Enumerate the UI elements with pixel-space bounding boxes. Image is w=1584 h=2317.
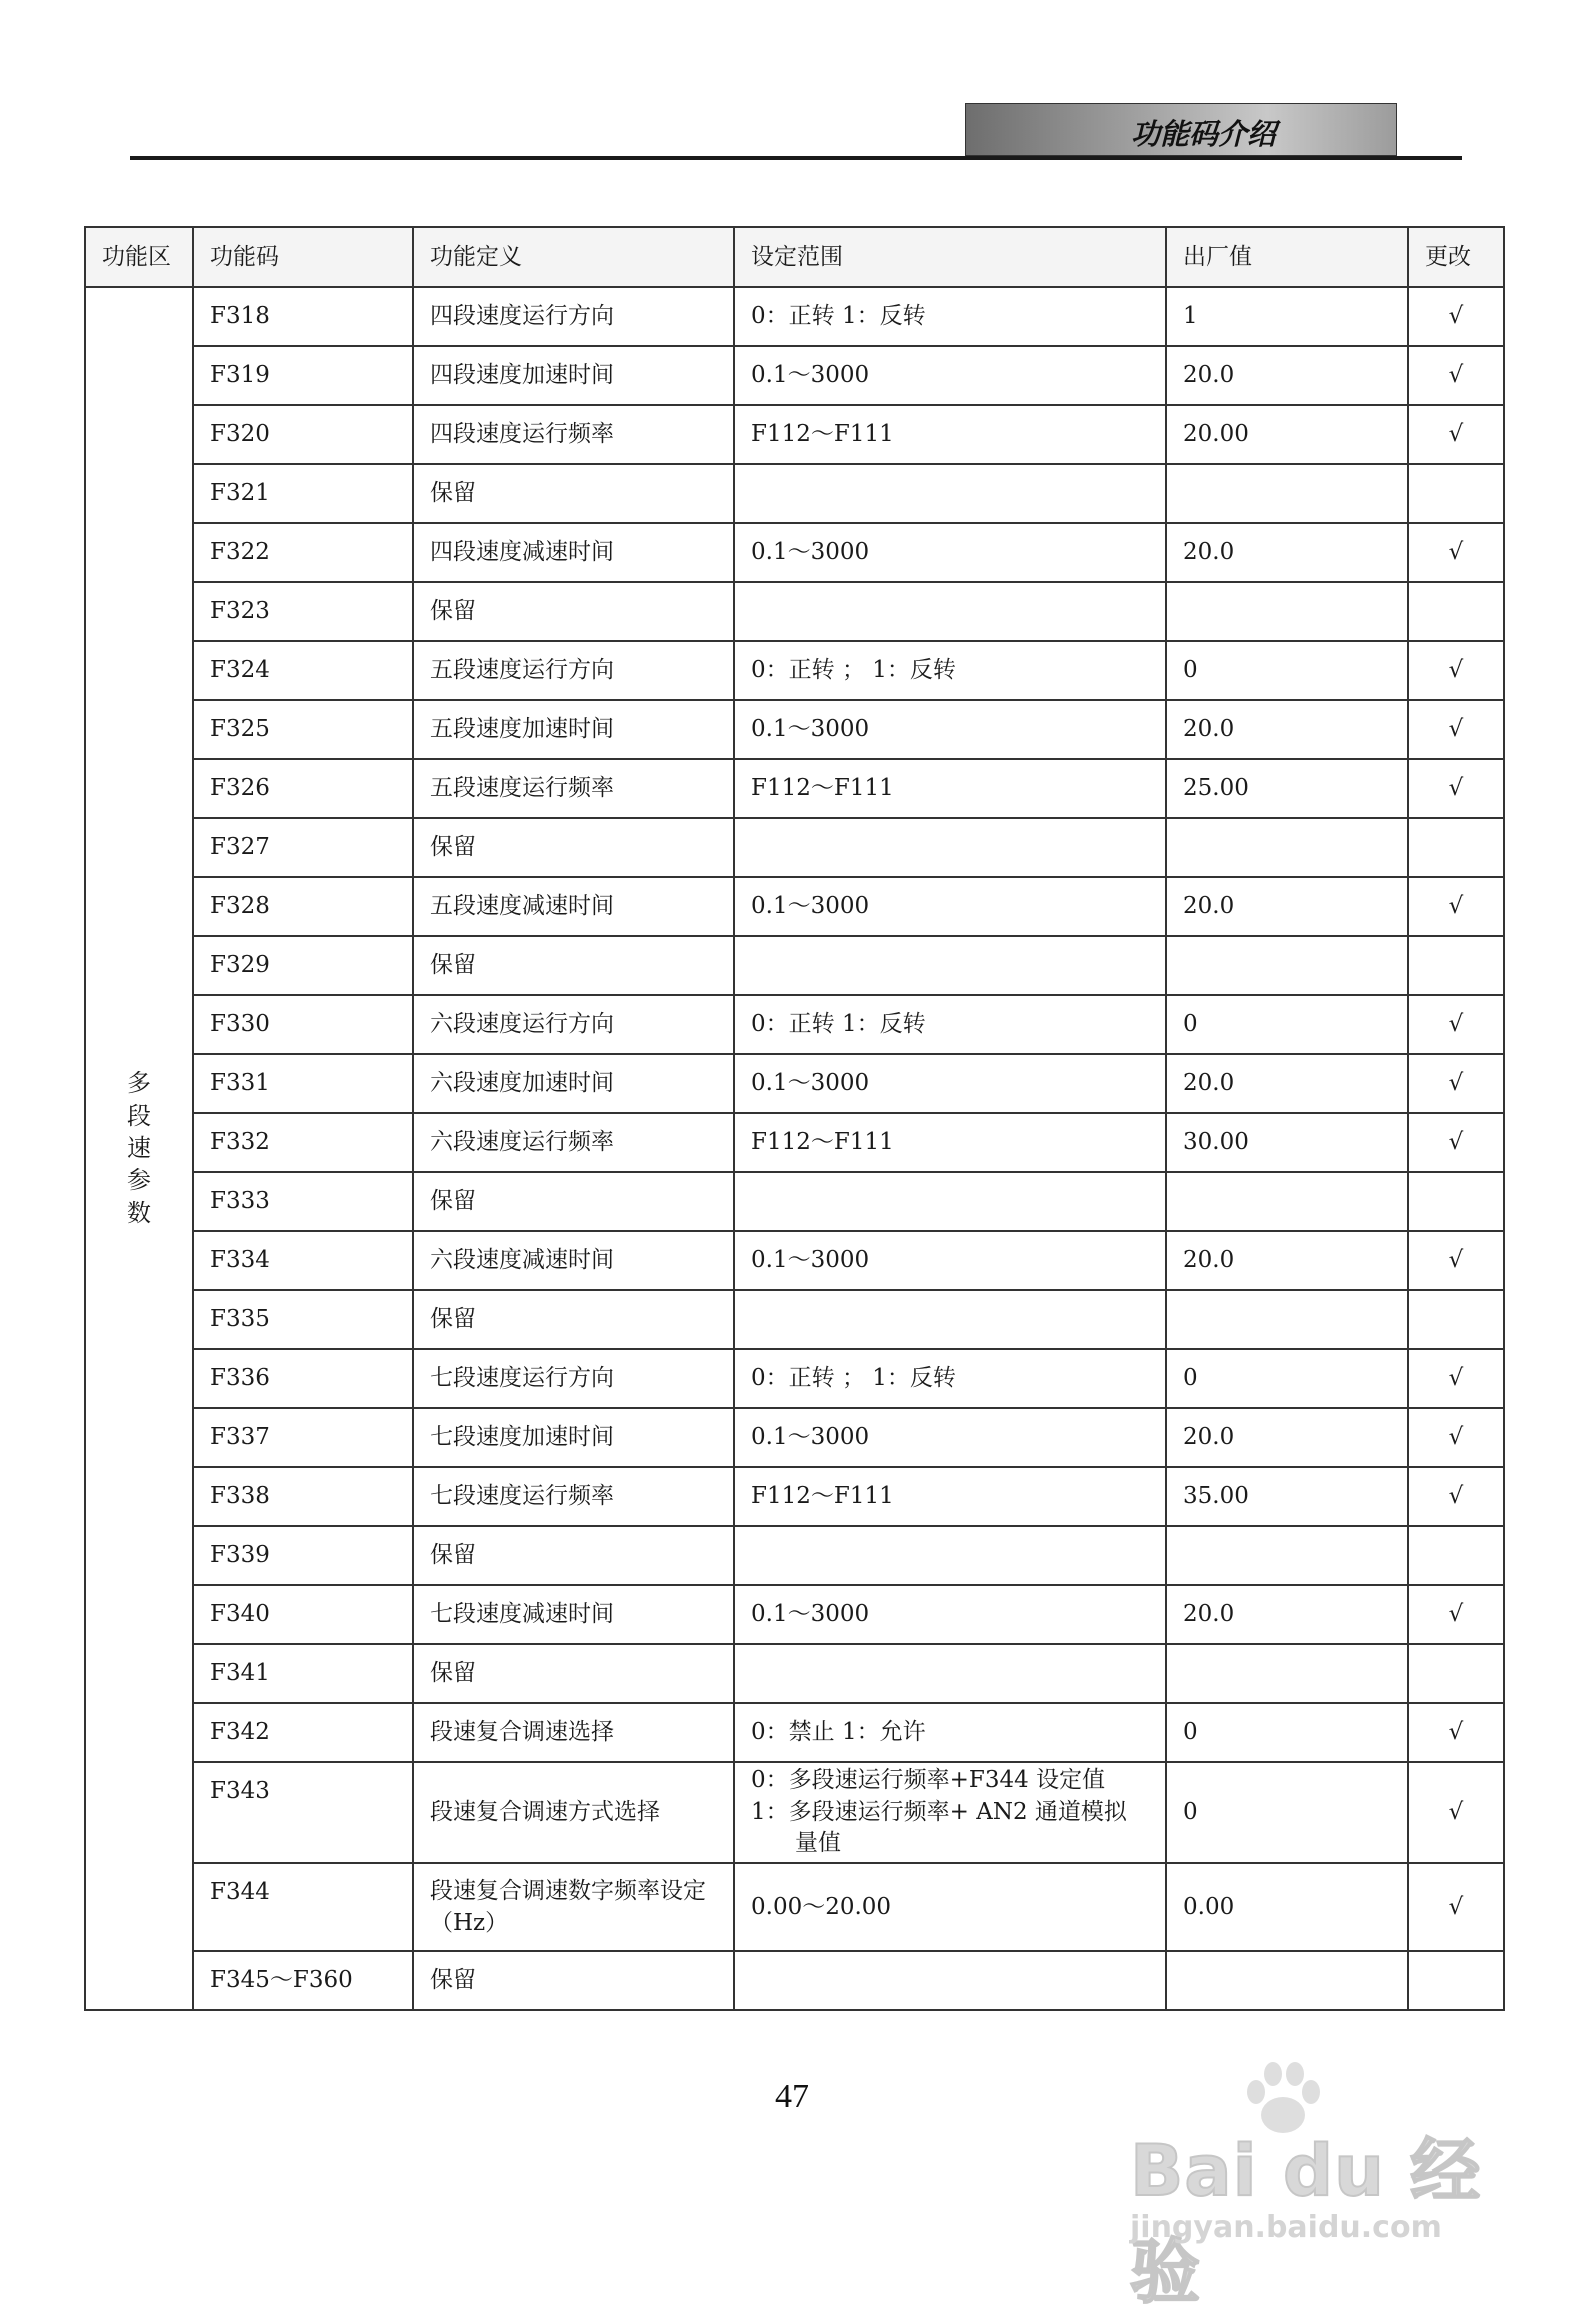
setting-range: 0.1～3000 (734, 1408, 1166, 1467)
table-row (85, 1231, 1504, 1290)
change-allowed: √ (1408, 700, 1504, 759)
factory-default (1166, 818, 1408, 877)
change-allowed: √ (1408, 641, 1504, 700)
table-row (85, 287, 1504, 346)
setting-range (734, 1172, 1166, 1231)
change-allowed: √ (1408, 995, 1504, 1054)
function-code: F340 (193, 1585, 413, 1644)
function-definition: 保留 (413, 818, 734, 877)
table-header-row (85, 227, 1504, 287)
setting-range (734, 1951, 1166, 2010)
factory-default (1166, 936, 1408, 995)
change-allowed: √ (1408, 1349, 1504, 1408)
function-code: F339 (193, 1526, 413, 1585)
setting-range: 0.1～3000 (734, 700, 1166, 759)
change-allowed: √ (1408, 1467, 1504, 1526)
change-allowed: √ (1408, 1054, 1504, 1113)
function-definition: 五段速度运行频率 (413, 759, 734, 818)
column-header-change: 更改 (1408, 227, 1504, 287)
setting-range: 0.1～3000 (734, 1054, 1166, 1113)
change-allowed: √ (1408, 1113, 1504, 1172)
function-code: F327 (193, 818, 413, 877)
factory-default: 0 (1166, 1349, 1408, 1408)
change-allowed: √ (1408, 1231, 1504, 1290)
change-allowed (1408, 1526, 1504, 1585)
factory-default: 30.00 (1166, 1113, 1408, 1172)
function-code: F342 (193, 1703, 413, 1762)
factory-default: 20.0 (1166, 523, 1408, 582)
function-definition: 四段速度运行频率 (413, 405, 734, 464)
change-allowed: √ (1408, 1863, 1504, 1951)
function-code: F338 (193, 1467, 413, 1526)
change-allowed: √ (1408, 523, 1504, 582)
watermark-logo: Bai du 经验 (1130, 2130, 1482, 2313)
table-row (85, 877, 1504, 936)
setting-range (734, 818, 1166, 877)
table-row (85, 464, 1504, 523)
factory-default: 20.0 (1166, 1231, 1408, 1290)
function-definition: 四段速度加速时间 (413, 346, 734, 405)
header-rule (130, 156, 1462, 160)
function-definition: 七段速度运行频率 (413, 1467, 734, 1526)
factory-default (1166, 1172, 1408, 1231)
header-tab (965, 103, 1397, 156)
setting-range: 0：正转 ； 1：反转 (734, 1349, 1166, 1408)
function-code: F341 (193, 1644, 413, 1703)
change-allowed (1408, 464, 1504, 523)
column-header-area: 功能区 (85, 227, 193, 287)
setting-range: 0：正转 1：反转 (734, 287, 1166, 346)
factory-default: 0 (1166, 995, 1408, 1054)
function-definition: 段速复合调速数字频率设定（Hz） (413, 1863, 734, 1951)
function-code: F321 (193, 464, 413, 523)
factory-default: 20.0 (1166, 1054, 1408, 1113)
factory-default: 0.00 (1166, 1863, 1408, 1951)
table-row (85, 1951, 1504, 2010)
change-allowed (1408, 818, 1504, 877)
column-header-default: 出厂值 (1166, 227, 1408, 287)
factory-default: 20.00 (1166, 405, 1408, 464)
setting-range: 0.1～3000 (734, 523, 1166, 582)
setting-range (734, 464, 1166, 523)
setting-range (734, 1290, 1166, 1349)
parameter-table (84, 226, 1505, 2011)
function-code: F344 (193, 1863, 413, 1951)
function-definition: 七段速度运行方向 (413, 1349, 734, 1408)
setting-range-line: 0：多段速运行频率+F344 设定值 (751, 1766, 1106, 1793)
table-row (85, 759, 1504, 818)
table-row (85, 1290, 1504, 1349)
factory-default (1166, 1951, 1408, 2010)
factory-default (1166, 1526, 1408, 1585)
change-allowed: √ (1408, 405, 1504, 464)
watermark-url: jingyan.baidu.com (1130, 2210, 1442, 2245)
change-allowed (1408, 1290, 1504, 1349)
header-title: 功能码介绍 (1130, 117, 1276, 151)
function-code: F333 (193, 1172, 413, 1231)
change-allowed (1408, 1172, 1504, 1231)
setting-range: 0：禁止 1：允许 (734, 1703, 1166, 1762)
factory-default: 20.0 (1166, 877, 1408, 936)
column-header-range: 设定范围 (734, 227, 1166, 287)
function-code: F335 (193, 1290, 413, 1349)
function-definition: 段速复合调速方式选择 (413, 1762, 734, 1863)
change-allowed: √ (1408, 1408, 1504, 1467)
change-allowed (1408, 582, 1504, 641)
setting-range (734, 582, 1166, 641)
function-definition: 保留 (413, 936, 734, 995)
setting-range: 0.00～20.00 (734, 1863, 1166, 1951)
function-definition: 段速复合调速选择 (413, 1703, 734, 1762)
factory-default (1166, 464, 1408, 523)
table-row (85, 1408, 1504, 1467)
setting-range-line: 1：多段速运行频率+ AN2 通道模拟 (751, 1798, 1127, 1825)
function-definition: 七段速度加速时间 (413, 1408, 734, 1467)
function-code: F329 (193, 936, 413, 995)
change-allowed: √ (1408, 287, 1504, 346)
function-definition: 保留 (413, 582, 734, 641)
table-row (85, 1054, 1504, 1113)
table-row (85, 523, 1504, 582)
function-definition: 五段速度运行方向 (413, 641, 734, 700)
setting-range (734, 1526, 1166, 1585)
factory-default (1166, 582, 1408, 641)
function-code: F318 (193, 287, 413, 346)
function-definition: 六段速度运行频率 (413, 1113, 734, 1172)
function-definition: 五段速度减速时间 (413, 877, 734, 936)
function-definition: 五段速度加速时间 (413, 700, 734, 759)
factory-default: 1 (1166, 287, 1408, 346)
change-allowed: √ (1408, 759, 1504, 818)
table-row (85, 818, 1504, 877)
setting-range: F112～F111 (734, 1113, 1166, 1172)
change-allowed: √ (1408, 877, 1504, 936)
setting-range: F112～F111 (734, 405, 1166, 464)
factory-default: 35.00 (1166, 1467, 1408, 1526)
change-allowed: √ (1408, 346, 1504, 405)
function-code: F330 (193, 995, 413, 1054)
setting-range: 0：正转 ； 1：反转 (734, 641, 1166, 700)
factory-default: 0 (1166, 1762, 1408, 1863)
change-allowed: √ (1408, 1762, 1504, 1863)
function-code: F324 (193, 641, 413, 700)
function-code: F319 (193, 346, 413, 405)
function-code: F328 (193, 877, 413, 936)
function-code: F336 (193, 1349, 413, 1408)
table-row (85, 582, 1504, 641)
function-definition: 七段速度减速时间 (413, 1585, 734, 1644)
setting-range: F112～F111 (734, 759, 1166, 818)
factory-default: 0 (1166, 1703, 1408, 1762)
page-number: 47 (775, 2078, 809, 2115)
function-area-label: 多段速参数 (127, 1069, 151, 1227)
table-row (85, 700, 1504, 759)
setting-range (734, 936, 1166, 995)
table-row (85, 1526, 1504, 1585)
factory-default: 20.0 (1166, 1408, 1408, 1467)
table-row (85, 1703, 1504, 1762)
change-allowed: √ (1408, 1585, 1504, 1644)
function-definition: 六段速度运行方向 (413, 995, 734, 1054)
change-allowed (1408, 1951, 1504, 2010)
table-row (85, 405, 1504, 464)
function-code: F334 (193, 1231, 413, 1290)
factory-default: 20.0 (1166, 1585, 1408, 1644)
setting-range: 0：正转 1：反转 (734, 995, 1166, 1054)
function-code: F343 (193, 1762, 413, 1863)
table-row (85, 641, 1504, 700)
column-header-code: 功能码 (193, 227, 413, 287)
table-row (85, 1113, 1504, 1172)
table-row (85, 1172, 1504, 1231)
setting-range (734, 1644, 1166, 1703)
factory-default: 20.0 (1166, 346, 1408, 405)
function-code: F326 (193, 759, 413, 818)
function-definition: 保留 (413, 1290, 734, 1349)
function-code: F332 (193, 1113, 413, 1172)
function-definition: 保留 (413, 1526, 734, 1585)
table-row (85, 995, 1504, 1054)
function-code: F322 (193, 523, 413, 582)
change-allowed: √ (1408, 1703, 1504, 1762)
function-code: F323 (193, 582, 413, 641)
function-code: F337 (193, 1408, 413, 1467)
function-definition: 六段速度加速时间 (413, 1054, 734, 1113)
setting-range: F112～F111 (734, 1467, 1166, 1526)
function-code: F331 (193, 1054, 413, 1113)
function-definition: 保留 (413, 1172, 734, 1231)
function-definition: 保留 (413, 464, 734, 523)
table-row (85, 346, 1504, 405)
setting-range (734, 1762, 1166, 1863)
table-row (85, 1585, 1504, 1644)
table-row (85, 1467, 1504, 1526)
change-allowed (1408, 936, 1504, 995)
table-row (85, 1644, 1504, 1703)
table-row (85, 1349, 1504, 1408)
table-row (85, 936, 1504, 995)
baidu-jingyan-watermark (1120, 2060, 1500, 2313)
function-definition: 保留 (413, 1644, 734, 1703)
function-definition: 四段速度减速时间 (413, 523, 734, 582)
setting-range: 0.1～3000 (734, 1585, 1166, 1644)
factory-default (1166, 1644, 1408, 1703)
factory-default: 20.0 (1166, 700, 1408, 759)
table-row (85, 1863, 1504, 1951)
setting-range-line: 量值 (795, 1830, 841, 1857)
function-code: F320 (193, 405, 413, 464)
setting-range: 0.1～3000 (734, 877, 1166, 936)
function-definition: 保留 (413, 1951, 734, 2010)
setting-range: 0.1～3000 (734, 1231, 1166, 1290)
column-header-definition: 功能定义 (413, 227, 734, 287)
function-definition: 四段速度运行方向 (413, 287, 734, 346)
change-allowed (1408, 1644, 1504, 1703)
function-area-cell (85, 287, 193, 2010)
setting-range: 0.1～3000 (734, 346, 1166, 405)
factory-default: 25.00 (1166, 759, 1408, 818)
factory-default (1166, 1290, 1408, 1349)
function-definition: 六段速度减速时间 (413, 1231, 734, 1290)
function-code: F345～F360 (193, 1951, 413, 2010)
table-row (85, 1762, 1504, 1863)
factory-default: 0 (1166, 641, 1408, 700)
function-code: F325 (193, 700, 413, 759)
